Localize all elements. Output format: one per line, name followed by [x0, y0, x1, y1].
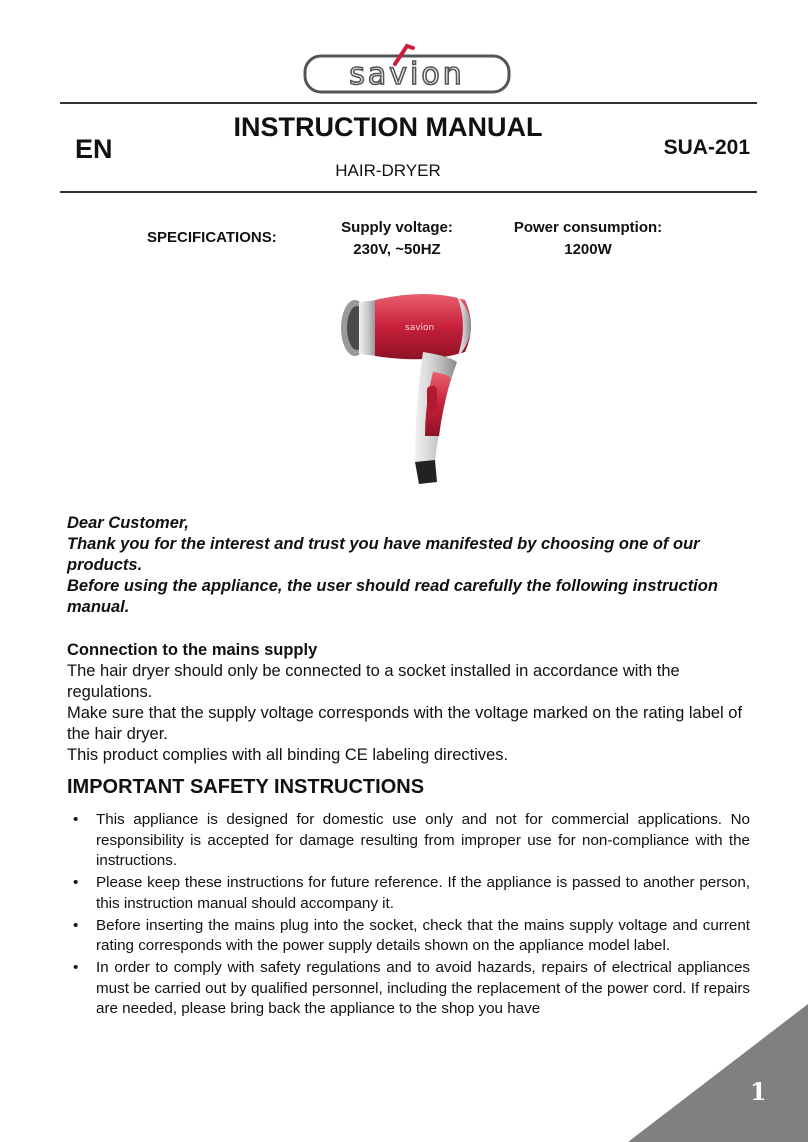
connection-section — [67, 640, 757, 766]
read-manual-text: Before using the appliance, the user should read carefully the following instruction manual. — [67, 577, 718, 616]
language-code: EN — [75, 134, 113, 164]
connection-paragraph: The hair dryer should only be connected to a socket installed in accordance with the regulations. — [67, 662, 680, 701]
bullet-icon: • — [73, 874, 79, 892]
power-consumption-spec — [494, 217, 682, 261]
supply-voltage-label: Supply voltage: — [341, 219, 453, 236]
power-consumption-label: Power consumption: — [513, 219, 663, 236]
list-item: • Please keep these instructions for future reference. If the appliance is passed to another person, this instruction manual should accompany it. — [73, 874, 750, 912]
safety-list — [67, 810, 750, 1021]
dryer-brand-mark: savion — [405, 323, 435, 333]
list-item: • In order to comply with safety regulations and to avoid hazards, repairs of electrical appliances must be carried out by qualified personnel, including the replacement of the power cord. If repairs are needed, please bring back the appliance to the shop you have — [73, 958, 750, 1018]
logo-wordmark: savion — [349, 57, 465, 92]
list-item: • This appliance is designed for domestic use only and not for commercial applications. No responsibility is accepted for damage resulting from improper use for non-compliance with the instructions. — [73, 811, 750, 870]
list-item: • Before inserting the mains plug into the socket, check that the mains supply voltage and current rating corresponds with the power supply details shown on the appliance model label. — [73, 916, 750, 955]
page-number: 1 — [750, 1077, 767, 1106]
bullet-icon: • — [73, 811, 79, 828]
connection-paragraph: Make sure that the supply voltage corresponds with the voltage marked on the rating label of the hair dryer. — [67, 704, 743, 743]
page-title: INSTRUCTION MANUAL — [233, 112, 543, 142]
thanks-text: Thank you for the interest and trust you have manifested by choosing one of our products. — [67, 535, 700, 574]
power-consumption-value: 1200W — [564, 241, 612, 258]
intro-message — [67, 513, 757, 618]
model-number: SUA-201 — [663, 136, 750, 159]
connection-heading: Connection to the mains supply — [67, 641, 318, 659]
bullet-icon: • — [73, 958, 79, 976]
bullet-icon: • — [73, 916, 79, 934]
header-top-rule — [60, 102, 757, 104]
product-type: HAIR-DRYER — [335, 161, 441, 180]
safety-heading: IMPORTANT SAFETY INSTRUCTIONS — [67, 776, 425, 798]
header-bottom-rule — [60, 191, 757, 193]
connection-paragraph: This product complies with all binding CE labeling directives. — [67, 746, 509, 764]
specifications-label: SPECIFICATIONS: — [147, 229, 277, 246]
savion-logo — [303, 40, 511, 96]
supply-voltage-spec — [322, 217, 472, 261]
hair-dryer-icon — [337, 286, 485, 486]
page-corner-decoration — [628, 1004, 808, 1142]
greeting: Dear Customer, — [67, 514, 189, 532]
supply-voltage-value: 230V, ~50HZ — [353, 241, 441, 258]
